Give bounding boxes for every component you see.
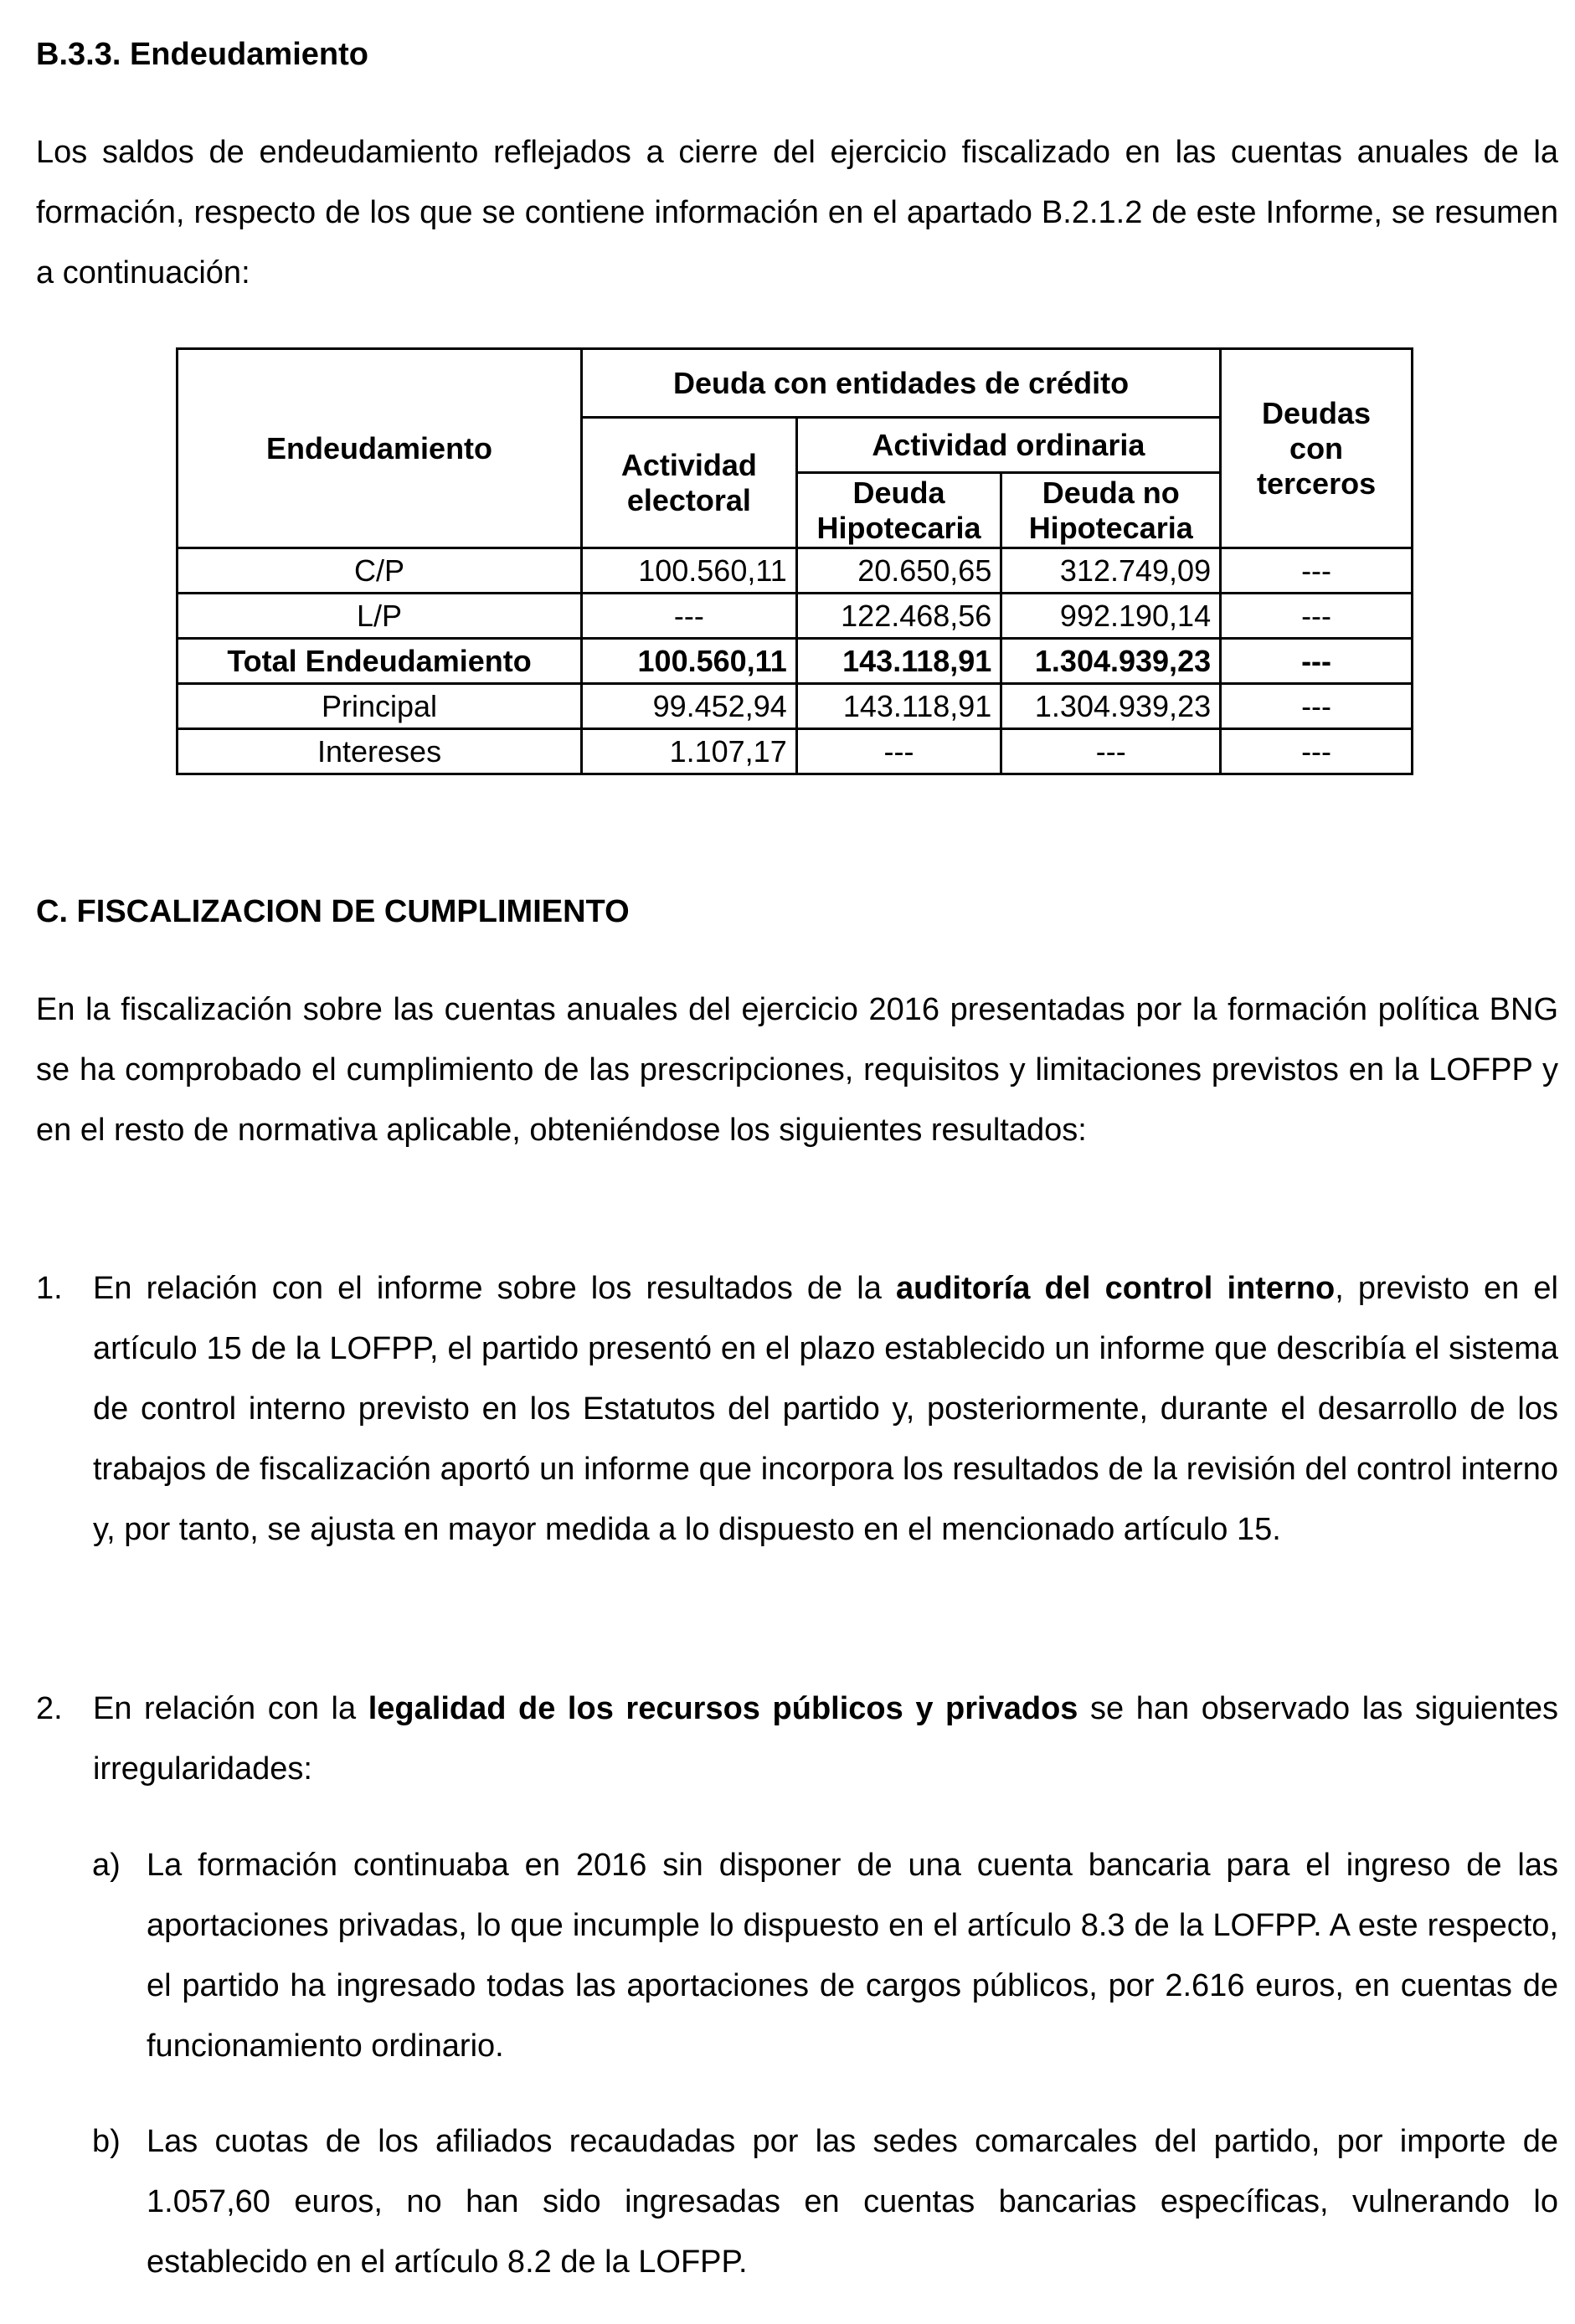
header-actividad-electoral: Actividad electoral [582,418,797,548]
row-label: L/P [178,594,582,639]
table-row [178,729,1413,774]
header-deuda-hipotecaria: Deuda Hipotecaria [796,473,1001,548]
list-item-text: En relación con la legalidad de los recursos públicos y privados se han observado las siguientes irregularidades: [93,1691,1559,1787]
cell-deuda-no-hipotecaria: --- [1001,729,1221,774]
cell-deuda-no-hipotecaria: 1.304.939,23 [1001,684,1221,729]
sub-item-b [92,2111,1558,2292]
endeudamiento-table [176,347,1413,775]
header-deuda-no-hipotecaria: Deuda no Hipotecaria [1001,473,1221,548]
sub-item-text: Las cuotas de los afiliados recaudadas por las sedes comarcales del partido, por importe de 1.057,60 euros, no han sido ingresadas en cuentas bancarias específicas, vulnerando lo establecido en el artículo 8.2 de la LOFPP. [147,2124,1558,2280]
section-c-intro-paragraph: En la fiscalización sobre las cuentas anuales del ejercicio 2016 presentadas por la formación política BNG se ha comprobado el cumplimiento de las prescripciones, requisitos y limitaciones previstos en la LOFPP y en el resto de normativa aplicable, obteniéndose los siguientes resultados: [36,992,1558,1148]
cell-deudas-terceros: --- [1221,729,1413,774]
cell-deudas-terceros: --- [1221,639,1413,684]
section-intro-paragraph: Los saldos de endeudamiento reflejados a cierre del ejercicio fiscalizado en las cuentas anuales de la formación, respecto de los que se contiene información en el apartado B.2.1.2 de este Informe, se resumen a continuación: [36,135,1558,290]
sub-item-a [92,1835,1558,2076]
list-item-number: 1. [36,1271,63,1306]
list-item-text: En relación con el informe sobre los resultados de la auditoría del control interno, previsto en el artículo 15 de la LOFPP, el partido presentó en el plazo establecido un informe que describía el sistema de control interno previsto en los Estatutos del partido y, posteriormente, durante el desarrollo de los trabajos de fiscalización aportó un informe que incorpora los resultados de la revisión del control interno y, por tanto, se ajusta en mayor medida a lo dispuesto en el mencionado artículo 15. [93,1271,1558,1547]
cell-actividad-electoral: 99.452,94 [582,684,797,729]
cell-deuda-hipotecaria: 143.118,91 [796,684,1001,729]
cell-deuda-no-hipotecaria: 312.749,09 [1001,548,1221,594]
section-heading-fiscalizacion: C. FISCALIZACION DE CUMPLIMIENTO [36,894,630,929]
header-deuda-entidades-credito: Deuda con entidades de crédito [582,349,1221,418]
list-item-1 [36,1258,1558,1560]
section-heading-endeudamiento: B.3.3. Endeudamiento [36,37,368,72]
list-item-2 [36,1679,1558,1799]
sub-item-text: La formación continuaba en 2016 sin disponer de una cuenta bancaria para el ingreso de las aportaciones privadas, lo que incumple lo dispuesto en el artículo 8.3 de la LOFPP. A este respecto, el partido ha ingresado todas las aportaciones de cargos públicos, por 2.616 euros, en cuentas de funcionamiento ordinario. [147,1848,1558,2064]
cell-deudas-terceros: --- [1221,594,1413,639]
table-row [178,594,1413,639]
header-actividad-ordinaria: Actividad ordinaria [796,418,1220,473]
sub-item-label: b) [92,2124,121,2159]
highlight-auditoria: auditoría del control interno [895,1271,1336,1306]
row-label: Intereses [178,729,582,774]
header-deudas-con-terceros: Deudas con terceros [1221,349,1413,548]
cell-deudas-terceros: --- [1221,548,1413,594]
sub-item-label: a) [92,1848,121,1883]
cell-actividad-electoral: 100.560,11 [582,639,797,684]
table-row [178,548,1413,594]
cell-deuda-hipotecaria: 143.118,91 [796,639,1001,684]
row-label: C/P [178,548,582,594]
cell-actividad-electoral: --- [582,594,797,639]
highlight-legalidad: legalidad de los recursos públicos y privados [368,1691,1078,1726]
header-endeudamiento: Endeudamiento [178,349,582,548]
cell-actividad-electoral: 1.107,17 [582,729,797,774]
cell-actividad-electoral: 100.560,11 [582,548,797,594]
cell-deuda-no-hipotecaria: 1.304.939,23 [1001,639,1221,684]
table-row [178,684,1413,729]
list-item-number: 2. [36,1691,63,1726]
cell-deuda-hipotecaria: 20.650,65 [796,548,1001,594]
row-label: Principal [178,684,582,729]
cell-deuda-hipotecaria: 122.468,56 [796,594,1001,639]
cell-deudas-terceros: --- [1221,684,1413,729]
table-row-total [178,639,1413,684]
cell-deuda-no-hipotecaria: 992.190,14 [1001,594,1221,639]
row-label: Total Endeudamiento [178,639,582,684]
cell-deuda-hipotecaria: --- [796,729,1001,774]
